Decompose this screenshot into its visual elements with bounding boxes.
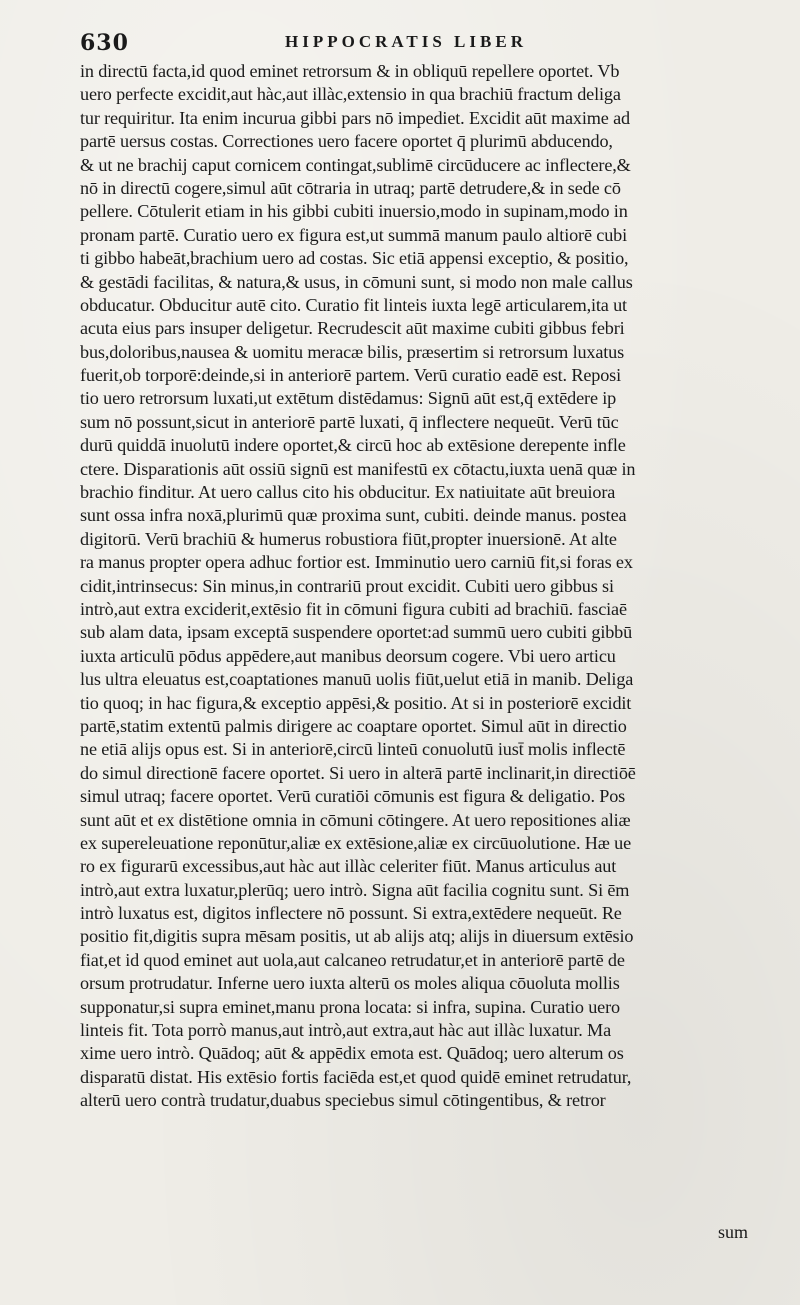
text-line: iuxta articulū pōdus appēdere,aut manibus deorsum cogere. Vbi uero articu bbox=[80, 645, 616, 666]
text-line: cidit,intrinsecus: Sin minus,in contrariū prout excidit. Cubiti uero gibbus si bbox=[80, 575, 614, 596]
text-line: ro ex figurarū excessibus,aut hàc aut illàc celeriter fiūt. Manus articulus aut bbox=[80, 856, 617, 877]
text-line: tur requiritur. Ita enim incurua gibbi pars nō impediet. Excidit aūt maxime ad bbox=[80, 107, 630, 128]
text-line: pellere. Cōtulerit etiam in his gibbi cubiti inuersio,modo in supinam,modo in bbox=[80, 201, 628, 222]
text-line: intrò,aut extra exciderit,extēsio fit in cōmuni figura cubiti ad brachiū. fasciaē bbox=[80, 598, 627, 619]
text-line: obducatur. Obducitur autē cito. Curatio fit linteis iuxta legē articularem,ita ut bbox=[80, 294, 627, 315]
text-line: ex supereleuatione reponūtur,aliæ ex extēsione,aliæ ex circūuolutione. Hæ ue bbox=[80, 832, 632, 853]
text-line: positio fit,digitis supra mēsam positis, ut ab alijs atq; alijs in diuersum extēsio bbox=[80, 926, 634, 947]
text-line: ti gibbo habeāt,brachium uero ad costas. Sic etiā appensi exceptio, & positio, bbox=[80, 248, 629, 269]
text-line: xime uero intrò. Quādoq; aūt & appēdix emota est. Quādoq; uero alterum os bbox=[80, 1043, 624, 1064]
text-line: intrò,aut extra luxatur,plerūq; uero intrò. Signa aūt facilia cognitu sunt. Si ēm bbox=[80, 879, 630, 900]
body-text bbox=[80, 60, 770, 1260]
text-line: ne etiā alijs opus est. Si in anteriorē,circū linteū conuolutū iust̄ molis inflectē bbox=[80, 739, 626, 760]
text-line: sunt aūt et ex distētione omnia in cōmuni cōtingere. At uero repositiones aliæ bbox=[80, 809, 631, 830]
text-line: orsum protrudatur. Inferne uero iuxta alterū os moles aliqua cōuoluta mollis bbox=[80, 973, 620, 994]
text-line: acuta eius pars insuper deligetur. Recrudescit aūt maxime cubiti gibbus febri bbox=[80, 318, 625, 339]
text-line: partē,statim extentū palmis dirigere ac coaptare oportet. Simul aūt in directio bbox=[80, 715, 627, 736]
text-line: brachio finditur. At uero callus cito his obducitur. Ex natiuitate aūt breuiora bbox=[80, 482, 616, 503]
text-line: supponatur,si supra eminet,manu prona locata: si infra, supina. Curatio uero bbox=[80, 996, 620, 1017]
text-line: durū quiddā inuolutū indere oportet,& circū hoc ab extēsione derepente infle bbox=[80, 435, 626, 456]
text-line: in directū facta,id quod eminet retrorsum & in obliquū repellere oportet. Vb bbox=[80, 61, 620, 81]
text-line: sunt ossa infra noxā,plurimū quæ proxima sunt, cubiti. deinde manus. postea bbox=[80, 505, 627, 526]
text-line: alterū uero contrà trudatur,duabus speciebus simul cōtingentibus, & retror bbox=[80, 1090, 606, 1111]
text-line: simul utraq; facere oportet. Verū curatiōi cōmunis est figura & deligatio. Pos bbox=[80, 786, 626, 807]
text-line: sub alam data, ipsam exceptā suspendere oportet:ad summū uero cubiti gibbū bbox=[80, 622, 633, 643]
catchword: sum bbox=[717, 1222, 748, 1242]
text-line: disparatū distat. His extēsio fortis faciēda est,et quod quidē eminet retrudatur, bbox=[80, 1066, 632, 1087]
text-line: bus,doloribus,nausea & uomitu meracæ bilis, præsertim si retrorsum luxatus bbox=[80, 341, 625, 362]
text-line: ctere. Disparationis aūt ossiū signū est manifestū ex cōtactu,iuxta uenā quæ in bbox=[80, 458, 636, 479]
text-line: pronam partē. Curatio uero ex figura est,ut summā manum paulo altiorē cubi bbox=[80, 224, 627, 245]
text-line: tio quoq; in hac figura,& exceptio appēsi,& positio. At si in posteriorē excidit bbox=[80, 692, 632, 713]
text-line: partē uersus costas. Correctiones uero facere oportet q̄ plurimū abducendo, bbox=[80, 131, 613, 152]
text-line: linteis fit. Tota porrò manus,aut intrò,aut extra,aut hàc aut illàc luxatur. Ma bbox=[80, 1020, 612, 1041]
text-line: do simul directionē facere oportet. Si uero in alterā partē inclinarit,in directiōē bbox=[80, 762, 636, 783]
text-line: & ut ne brachij caput cornicem contingat,sublimē circūducere ac inflectere,& bbox=[80, 154, 631, 175]
page-number: 630 bbox=[80, 30, 129, 56]
text-line: & gestādi facilitas, & natura,& usus, in cōmuni sunt, si modo non male callus bbox=[80, 271, 633, 292]
text-line: tio uero retrorsum luxati,ut extētum distēdamus: Signū aūt est,q̄ extēdere ip bbox=[80, 388, 617, 409]
text-line: lus ultra eleuatus est,coaptationes manuū uolis fiūt,uelut etiā in manib. Deliga bbox=[80, 669, 634, 690]
running-head: HIPPOCRATIS LIBER bbox=[285, 32, 527, 51]
text-line: fuerit,ob torporē:deinde,si in anteriorē partem. Verū curatio eadē est. Reposi bbox=[80, 365, 621, 386]
text-line: intrò luxatus est, digitos inflectere nō possunt. Si extra,extēdere nequeūt. Re bbox=[80, 903, 622, 924]
text-line: sum nō possunt,sicut in anteriorē partē luxati, q̄ inflectere nequeūt. Verū tūc bbox=[80, 411, 619, 432]
text-line: ra manus propter opera adhuc fortior est. Imminutio uero carniū fit,si foras ex bbox=[80, 552, 633, 573]
text-line: digitorū. Verū brachiū & humerus robustiora fiūt,propter inuersionē. At alte bbox=[80, 528, 617, 549]
text-line: uero perfecte excidit,aut hàc,aut illàc,extensio in qua brachiū fractum deliga bbox=[80, 84, 621, 105]
page-header bbox=[80, 30, 780, 60]
text-line: fiat,et id quod eminet aut uola,aut calcaneo retrudatur,et in anteriorē partē de bbox=[80, 949, 625, 970]
text-line: nō in directū cogere,simul aūt cōtraria in utraq; partē detrudere,& in sede cō bbox=[80, 177, 621, 198]
